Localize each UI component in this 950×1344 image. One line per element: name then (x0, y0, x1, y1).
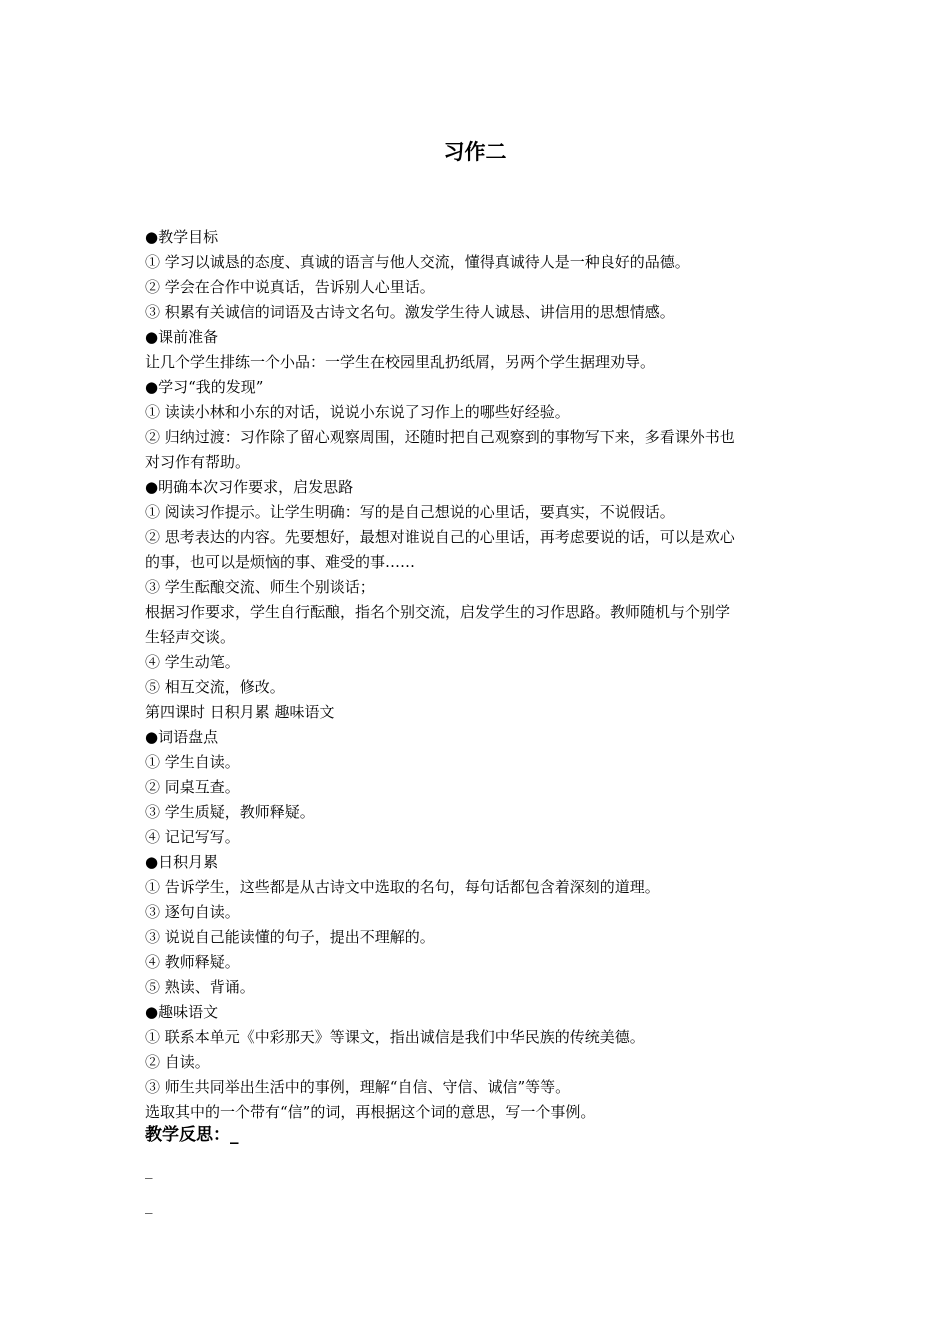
accumulation-item-2: ③ 逐句自读。 (145, 903, 240, 921)
fun-chinese-item-1: ① 联系本单元《中彩那天》等课文，指出诚信是我们中华民族的传统美德。 (145, 1028, 645, 1046)
goal-item-1: ① 学习以诚恳的态度、真诚的语言与他人交流，懂得真诚待人是一种良好的品德。 (145, 253, 690, 271)
page-title: 习作二 (443, 140, 507, 164)
fun-chinese-task: 选取其中的一个带有“信”的词，再根据这个词的意思，写一个事例。 (145, 1103, 596, 1121)
reflection-blank-line-1: _ (145, 1161, 153, 1179)
document-body (145, 225, 809, 1125)
discovery-item-1: ① 读读小林和小东的对话，说说小东说了习作上的哪些好经验。 (145, 403, 570, 421)
reflection-blank-line-2: _ (145, 1196, 153, 1214)
section-heading-accumulation: ●日积月累 (145, 853, 219, 871)
section-heading-goals: ●教学目标 (145, 228, 219, 246)
fun-chinese-item-3: ③ 师生共同举出生活中的事例，理解“自信、守信、诚信”等等。 (145, 1078, 571, 1096)
section-heading-requirements: ●明确本次习作要求，启发思路 (145, 478, 354, 496)
accumulation-item-5: ⑤ 熟读、背诵。 (145, 978, 255, 996)
requirement-item-1: ① 阅读习作提示。让学生明确：写的是自己想说的心里话，要真实，不说假话。 (145, 503, 675, 521)
requirement-item-4: ④ 学生动笔。 (145, 653, 240, 671)
requirement-item-2: ② 思考表达的内容。先要想好，最想对谁说自己的心里话，再考虑要说的话，可以是欢心 (145, 528, 735, 546)
preparation-text: 让几个学生排练一个小品：一学生在校园里乱扔纸屑，另两个学生据理劝导。 (145, 353, 656, 371)
goal-item-2: ② 学会在合作中说真话，告诉别人心里话。 (145, 278, 435, 296)
vocabulary-item-2: ② 同桌互查。 (145, 778, 240, 796)
section-heading-vocabulary: ●词语盘点 (145, 728, 219, 746)
fun-chinese-item-2: ② 自读。 (145, 1053, 210, 1071)
vocabulary-item-3: ③ 学生质疑，教师释疑。 (145, 803, 315, 821)
requirement-note: 根据习作要求，学生自行酝酿，指名个别交流，启发学生的习作思路。教师随机与个别学 (145, 603, 731, 621)
section-heading-discovery: ●学习“我的发现” (145, 378, 264, 396)
discovery-item-2: ② 归纳过渡：习作除了留心观察周围，还随时把自己观察到的事物写下来，多看课外书也 (145, 428, 735, 446)
requirement-item-5: ⑤ 相互交流，修改。 (145, 678, 285, 696)
section-heading-fun-chinese: ●趣味语文 (145, 1003, 219, 1021)
accumulation-item-3: ③ 说说自己能读懂的句子，提出不理解的。 (145, 928, 435, 946)
lesson-four-heading: 第四课时 日积月累 趣味语文 (145, 703, 335, 721)
requirement-note-cont: 生轻声交谈。 (145, 628, 236, 646)
requirement-item-3: ③ 学生酝酿交流、师生个别谈话； (145, 578, 375, 596)
accumulation-item-4: ④ 教师释疑。 (145, 953, 240, 971)
vocabulary-item-1: ① 学生自读。 (145, 753, 240, 771)
goal-item-3: ③ 积累有关诚信的词语及古诗文名句。激发学生待人诚恳、讲信用的思想情感。 (145, 303, 675, 321)
teaching-reflection-label: 教学反思：_ (145, 1125, 239, 1145)
discovery-item-2-cont: 对习作有帮助。 (145, 453, 251, 471)
vocabulary-item-4: ④ 记记写写。 (145, 828, 240, 846)
section-heading-preparation: ●课前准备 (145, 328, 219, 346)
accumulation-item-1: ① 告诉学生，这些都是从古诗文中选取的名句，每句话都包含着深刻的道理。 (145, 878, 660, 896)
requirement-item-2-cont: 的事，也可以是烦恼的事、难受的事…… (145, 553, 416, 571)
